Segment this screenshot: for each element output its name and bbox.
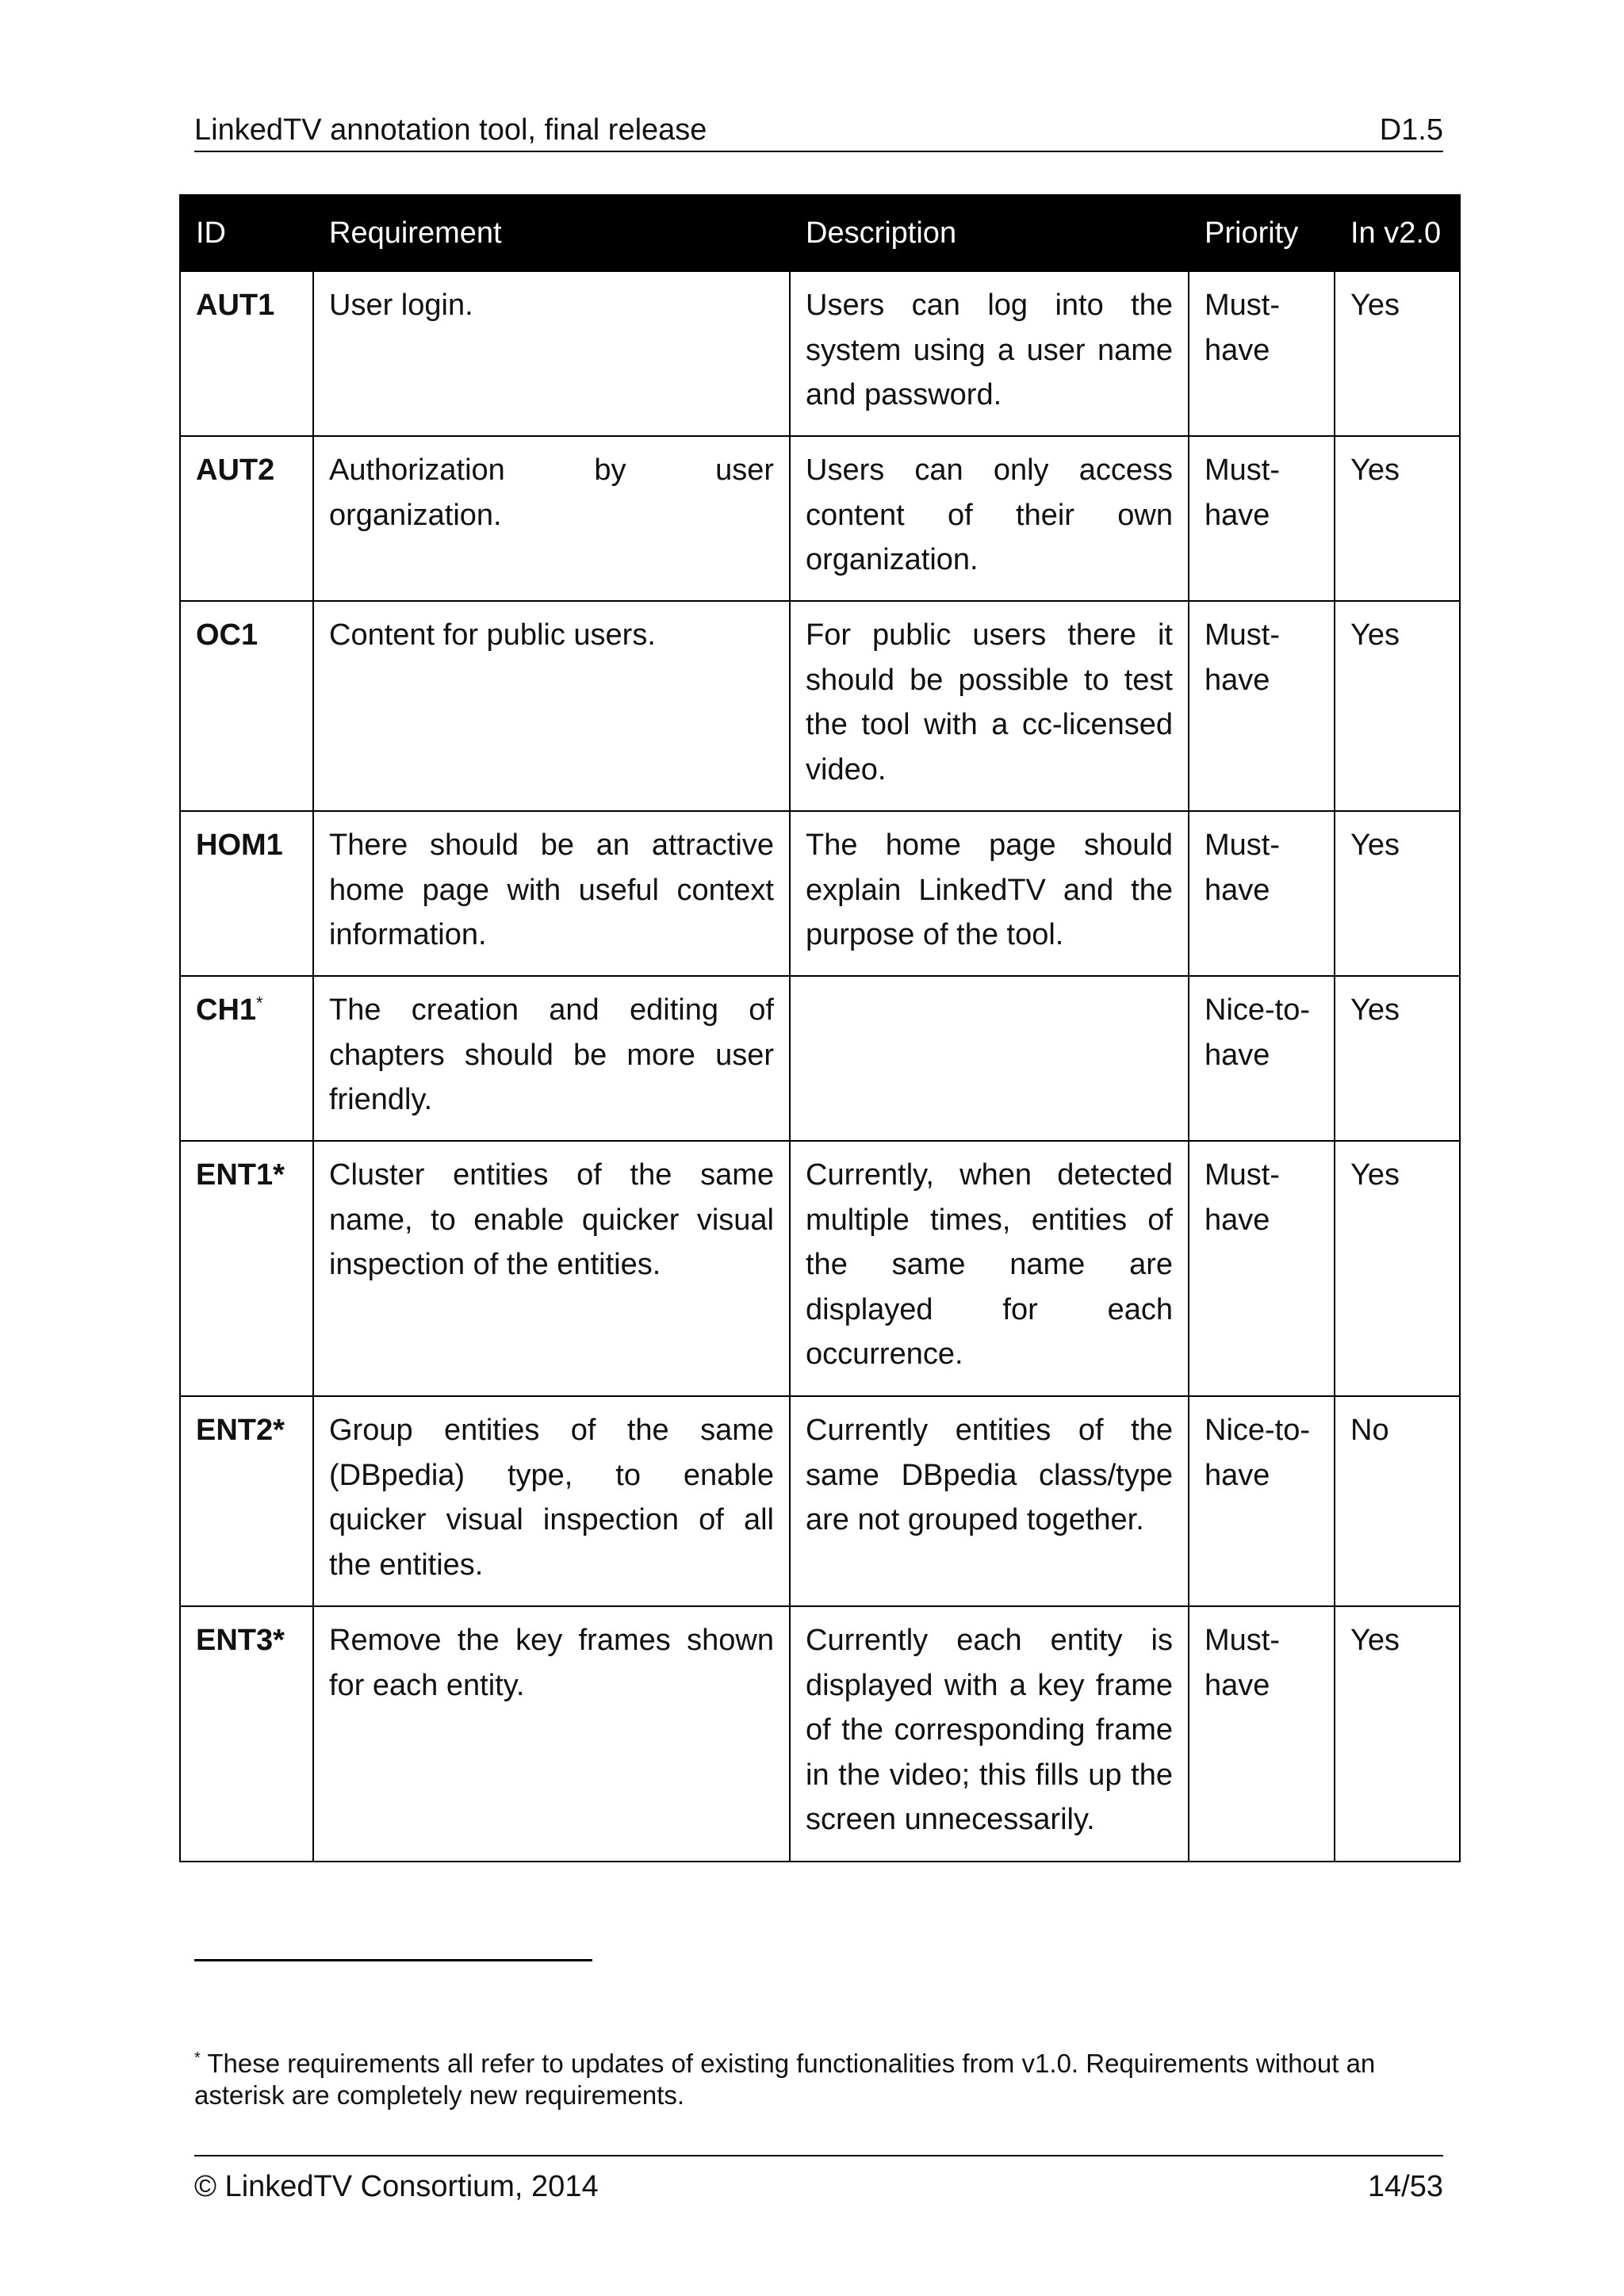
row-in-v2: Yes [1335, 976, 1460, 1141]
row-requirement: Content for public users. [313, 601, 790, 811]
table-header-row [180, 195, 1460, 271]
row-requirement: Remove the key frames shown for each entity. [313, 1606, 790, 1862]
row-id: OC1 [180, 601, 313, 811]
row-requirement: Cluster entities of the same name, to enable quicker visual inspection of the entities. [313, 1141, 790, 1396]
row-priority: Nice-to-have [1189, 1396, 1335, 1606]
footnote-text: These requirements all refer to updates of existing functionalities from v1.0. Requirements without an asterisk are completely new requirements. [194, 2049, 1376, 2110]
row-priority: Must-have [1189, 1141, 1335, 1396]
row-in-v2: Yes [1335, 1141, 1460, 1396]
row-requirement: Authorization by user organization. [313, 436, 790, 601]
row-description: Currently entities of the same DBpedia class/type are not grouped together. [790, 1396, 1189, 1606]
row-id: AUT2 [180, 436, 313, 601]
column-header-requirement: Requirement [313, 195, 790, 271]
row-in-v2: Yes [1335, 436, 1460, 601]
row-id: ENT1* [180, 1141, 313, 1396]
column-header-description: Description [790, 195, 1189, 271]
row-id: CH1* [180, 976, 313, 1141]
table-row [180, 1141, 1460, 1396]
row-in-v2: No [1335, 1396, 1460, 1606]
column-header-id: ID [180, 195, 313, 271]
row-in-v2: Yes [1335, 1606, 1460, 1862]
row-description: Currently, when detected multiple times, entities of the same name are displayed for each occurrence. [790, 1141, 1189, 1396]
column-header-in-v2: In v2.0 [1335, 195, 1460, 271]
row-description: The home page should explain LinkedTV and the purpose of the tool. [790, 811, 1189, 976]
row-id: ENT3* [180, 1606, 313, 1862]
row-requirement: The creation and editing of chapters should be more user friendly. [313, 976, 790, 1141]
table-row [180, 1396, 1460, 1606]
row-in-v2: Yes [1335, 271, 1460, 436]
requirements-table [179, 194, 1461, 1862]
row-description: Currently each entity is displayed with a key frame of the corresponding frame in the video; this fills up the screen unnecessarily. [790, 1606, 1189, 1862]
document-id: D1.5 [1379, 113, 1443, 147]
row-in-v2: Yes [1335, 601, 1460, 811]
row-description: Users can log into the system using a user name and password. [790, 271, 1189, 436]
table-row [180, 271, 1460, 436]
row-priority: Must-have [1189, 811, 1335, 976]
row-priority: Must-have [1189, 601, 1335, 811]
row-id: HOM1 [180, 811, 313, 976]
row-in-v2: Yes [1335, 811, 1460, 976]
row-description [790, 976, 1189, 1141]
row-priority: Must-have [1189, 1606, 1335, 1862]
table-row [180, 601, 1460, 811]
column-header-priority: Priority [1189, 195, 1335, 271]
table-row [180, 811, 1460, 976]
row-requirement: Group entities of the same (DBpedia) type, to enable quicker visual inspection of all the entities. [313, 1396, 790, 1606]
row-description: For public users there it should be possible to test the tool with a cc-licensed video. [790, 601, 1189, 811]
page-header [194, 111, 1443, 152]
row-priority: Must-have [1189, 436, 1335, 601]
table-row [180, 976, 1460, 1141]
document-title: LinkedTV annotation tool, final release [194, 113, 707, 147]
footnote-separator [194, 1959, 592, 1961]
row-priority: Nice-to-have [1189, 976, 1335, 1141]
table-row [180, 1606, 1460, 1862]
row-id: ENT2* [180, 1396, 313, 1606]
table-row [180, 436, 1460, 601]
page-footer [194, 2155, 1443, 2204]
page-number: 14/53 [1367, 2170, 1443, 2203]
footnote [194, 2048, 1459, 2111]
row-id: AUT1 [180, 271, 313, 436]
copyright-text: © LinkedTV Consortium, 2014 [194, 2170, 599, 2203]
row-requirement: There should be an attractive home page with useful context information. [313, 811, 790, 976]
footnote-marker: * [194, 2049, 201, 2067]
row-requirement: User login. [313, 271, 790, 436]
row-description: Users can only access content of their own organization. [790, 436, 1189, 601]
row-priority: Must-have [1189, 271, 1335, 436]
